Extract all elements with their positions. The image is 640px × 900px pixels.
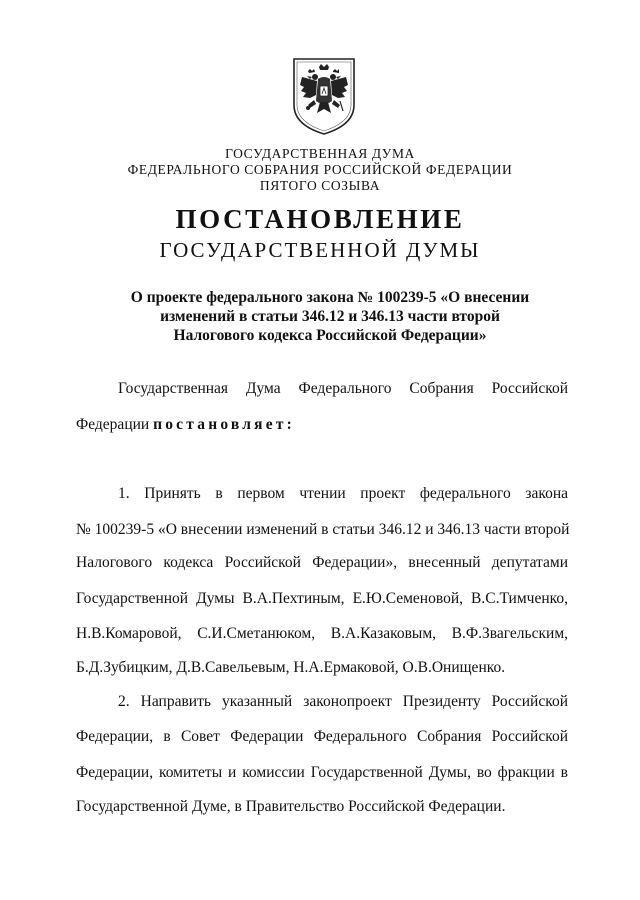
- document-title: ПОСТАНОВЛЕНИЕ: [175, 204, 465, 234]
- subject-line-1: О проекте федерального закона № 100239-5 «О внесении: [130, 289, 530, 306]
- item1-line-6: Б.Д.Зубицким, Д.В.Савельевым, Н.А.Ермаковой, О.В.Онищенко.: [76, 659, 506, 676]
- item2-line-4: Государственной Думе, в Правительство Российской Федерации.: [76, 798, 506, 815]
- subject-line-2: изменений в статьи 346.12 и 346.13 части второй: [160, 308, 500, 325]
- item1-line-1: 1. Принять в первом чтении проект федерального закона: [118, 485, 568, 502]
- item1-line-5: Н.В.Комаровой, С.И.Сметанюком, В.А.Казаковым, В.Ф.Звагельским,: [76, 625, 568, 642]
- item1-line-2: № 100239-5 «О внесении изменений в статьи 346.12 и 346.13 части второй: [76, 521, 570, 538]
- preamble-decree-word: постановляет:: [153, 416, 295, 433]
- document-subtitle: ГОСУДАРСТВЕННОЙ ДУМЫ: [159, 238, 481, 262]
- item2-line-1: 2. Направить указанный законопроект Президенту Российской: [118, 693, 568, 710]
- resolution-subject: [110, 288, 550, 345]
- subject-line-3: Налогового кодекса Российской Федерации»: [173, 327, 487, 344]
- preamble-line-1: Государственная Дума Федерального Собрания Российской: [118, 380, 568, 397]
- item1-line-4: Государственной Думы В.А.Пехтиным, Е.Ю.Семеновой, В.С.Тимченко,: [76, 590, 568, 607]
- preamble-line-2: [76, 415, 568, 435]
- item2-line-3: Федерации, комитеты и комиссии Государственной Думы, во фракции в: [76, 764, 568, 781]
- header-line-1: ГОСУДАРСТВЕННАЯ ДУМА: [225, 146, 415, 161]
- item2-line-2: Федерации, в Совет Федерации Федерального Собрания Российской: [76, 728, 568, 745]
- header-line-2: ФЕДЕРАЛЬНОГО СОБРАНИЯ РОССИЙСКОЙ ФЕДЕРАЦИИ: [127, 162, 513, 177]
- coat-of-arms-icon: [290, 55, 358, 137]
- item1-line-3: Налогового кодекса Российской Федерации», внесенный депутатами: [76, 554, 568, 571]
- header-line-3: ПЯТОГО СОЗЫВА: [259, 178, 381, 193]
- preamble-start: Федерации: [76, 416, 154, 433]
